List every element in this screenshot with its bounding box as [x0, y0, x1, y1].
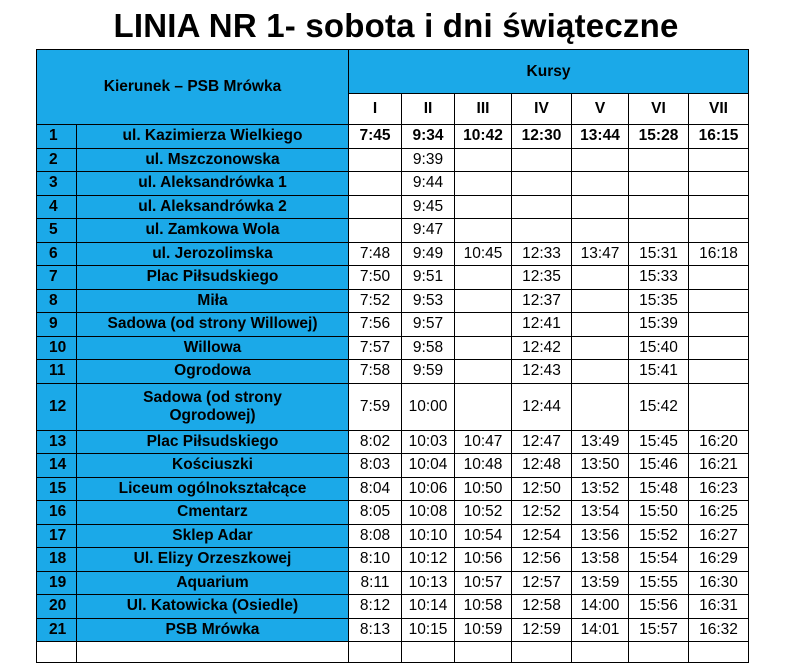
departure-time: 15:28	[629, 125, 689, 149]
stop-name: Sklep Adar	[77, 524, 349, 548]
departure-time: 16:18	[689, 242, 749, 266]
table-row	[37, 595, 749, 619]
departure-time	[455, 360, 512, 384]
departure-time: 10:58	[455, 595, 512, 619]
departure-time: 9:34	[402, 125, 455, 149]
table-row	[37, 548, 749, 572]
direction-header: Kierunek – PSB Mrówka	[37, 50, 349, 125]
stop-name: Aquarium	[77, 571, 349, 595]
departure-time: 15:40	[629, 336, 689, 360]
departure-time: 8:12	[349, 595, 402, 619]
stop-number: 15	[37, 477, 77, 501]
page-title: LINIA NR 1- sobota i dni świąteczne	[113, 7, 679, 44]
stop-number: 13	[37, 430, 77, 454]
table-row	[37, 642, 749, 663]
table-row	[37, 266, 749, 290]
departure-time: 15:35	[629, 289, 689, 313]
departure-time	[455, 289, 512, 313]
departure-time: 10:00	[402, 383, 455, 430]
departure-time: 10:14	[402, 595, 455, 619]
table-row	[37, 336, 749, 360]
departure-time: 10:12	[402, 548, 455, 572]
departure-time	[349, 148, 402, 172]
departure-time: 15:31	[629, 242, 689, 266]
stop-name: Miła	[77, 289, 349, 313]
departure-time	[572, 313, 629, 337]
departure-time: 10:54	[455, 524, 512, 548]
table-row	[37, 430, 749, 454]
departure-time: 13:47	[572, 242, 629, 266]
departure-time: 12:57	[512, 571, 572, 595]
departure-time: 12:42	[512, 336, 572, 360]
table-row	[37, 383, 749, 430]
departure-time	[572, 172, 629, 196]
departure-time	[512, 172, 572, 196]
departure-time: 9:58	[402, 336, 455, 360]
departure-time: 12:35	[512, 266, 572, 290]
departure-time: 14:00	[572, 595, 629, 619]
departure-time: 16:25	[689, 501, 749, 525]
departure-time: 10:48	[455, 454, 512, 478]
stop-number: 11	[37, 360, 77, 384]
table-row	[37, 172, 749, 196]
departure-time	[689, 219, 749, 243]
stop-number: 14	[37, 454, 77, 478]
departure-time	[572, 266, 629, 290]
departure-time	[572, 289, 629, 313]
stop-name: Sadowa (od strony Willowej)	[77, 313, 349, 337]
departure-time: 8:05	[349, 501, 402, 525]
departure-time: 7:59	[349, 383, 402, 430]
departure-time: 10:03	[402, 430, 455, 454]
stop-name: ul. Zamkowa Wola	[77, 219, 349, 243]
departure-time: 9:47	[402, 219, 455, 243]
departure-time: 9:45	[402, 195, 455, 219]
departure-time: 15:41	[629, 360, 689, 384]
course-header: II	[402, 94, 455, 125]
table-row	[37, 360, 749, 384]
table-row	[37, 477, 749, 501]
departure-time: 8:02	[349, 430, 402, 454]
departure-time	[455, 313, 512, 337]
departure-time: 8:04	[349, 477, 402, 501]
departure-time	[455, 383, 512, 430]
departure-time: 12:50	[512, 477, 572, 501]
departure-time: 13:54	[572, 501, 629, 525]
departure-time: 12:44	[512, 383, 572, 430]
departure-time: 8:13	[349, 618, 402, 642]
departure-time: 15:54	[629, 548, 689, 572]
table-row	[37, 524, 749, 548]
table-row	[37, 618, 749, 642]
stop-number: 12	[37, 383, 77, 430]
departure-time	[629, 172, 689, 196]
departure-time: 7:48	[349, 242, 402, 266]
departure-time	[512, 148, 572, 172]
stop-number: 16	[37, 501, 77, 525]
departure-time	[689, 383, 749, 430]
departure-time: 15:39	[629, 313, 689, 337]
departure-time	[629, 148, 689, 172]
departure-time: 8:08	[349, 524, 402, 548]
departure-time: 10:15	[402, 618, 455, 642]
departure-time: 15:56	[629, 595, 689, 619]
stop-name: Liceum ogólnokształcące	[77, 477, 349, 501]
departure-time: 16:31	[689, 595, 749, 619]
departure-time: 9:51	[402, 266, 455, 290]
departure-time: 12:58	[512, 595, 572, 619]
stop-number: 8	[37, 289, 77, 313]
course-header: VII	[689, 94, 749, 125]
stop-number: 7	[37, 266, 77, 290]
departure-time: 10:57	[455, 571, 512, 595]
stop-number: 3	[37, 172, 77, 196]
departure-time: 16:27	[689, 524, 749, 548]
departure-time: 16:30	[689, 571, 749, 595]
departure-time: 9:49	[402, 242, 455, 266]
departure-time: 13:56	[572, 524, 629, 548]
table-row	[37, 195, 749, 219]
departure-time: 9:53	[402, 289, 455, 313]
departure-time: 10:42	[455, 125, 512, 149]
departure-time: 10:04	[402, 454, 455, 478]
departure-time	[455, 266, 512, 290]
departure-time: 10:45	[455, 242, 512, 266]
stop-name: ul. Aleksandrówka 1	[77, 172, 349, 196]
departure-time: 13:58	[572, 548, 629, 572]
departure-time: 15:55	[629, 571, 689, 595]
departure-time: 15:57	[629, 618, 689, 642]
departure-time	[689, 172, 749, 196]
departure-time: 16:21	[689, 454, 749, 478]
table-row	[37, 125, 749, 149]
departure-time: 7:50	[349, 266, 402, 290]
stop-number: 19	[37, 571, 77, 595]
departure-time: 10:47	[455, 430, 512, 454]
departure-time	[572, 219, 629, 243]
departure-time: 15:46	[629, 454, 689, 478]
departure-time	[629, 219, 689, 243]
stop-name: Cmentarz	[77, 501, 349, 525]
departure-time	[512, 219, 572, 243]
course-header: III	[455, 94, 512, 125]
departure-time	[689, 360, 749, 384]
departure-time: 12:54	[512, 524, 572, 548]
departure-time	[629, 195, 689, 219]
stop-name: ul. Jerozolimska	[77, 242, 349, 266]
course-header: VI	[629, 94, 689, 125]
departure-time: 12:52	[512, 501, 572, 525]
departure-time: 9:39	[402, 148, 455, 172]
stop-name: PSB Mrówka	[77, 618, 349, 642]
departure-time	[455, 172, 512, 196]
empty-cell	[572, 642, 629, 663]
stop-number: 5	[37, 219, 77, 243]
table-row	[37, 289, 749, 313]
empty-cell	[402, 642, 455, 663]
stop-number: 9	[37, 313, 77, 337]
departure-time	[689, 195, 749, 219]
stop-number: 10	[37, 336, 77, 360]
departure-time: 12:48	[512, 454, 572, 478]
stop-number: 1	[37, 125, 77, 149]
table-row	[37, 501, 749, 525]
departure-time	[572, 336, 629, 360]
departure-time	[572, 148, 629, 172]
departure-time: 9:44	[402, 172, 455, 196]
departure-time: 10:59	[455, 618, 512, 642]
empty-cell	[689, 642, 749, 663]
stop-number: 20	[37, 595, 77, 619]
stop-number: 18	[37, 548, 77, 572]
departure-time	[689, 266, 749, 290]
departure-time: 13:49	[572, 430, 629, 454]
stop-name: Ul. Katowicka (Osiedle)	[77, 595, 349, 619]
departure-time: 15:42	[629, 383, 689, 430]
departure-time: 7:58	[349, 360, 402, 384]
stop-name: ul. Mszczonowska	[77, 148, 349, 172]
empty-cell	[455, 642, 512, 663]
stop-name: Willowa	[77, 336, 349, 360]
empty-cell	[37, 642, 77, 663]
departure-time: 13:59	[572, 571, 629, 595]
departure-time: 12:47	[512, 430, 572, 454]
course-header: IV	[512, 94, 572, 125]
departure-time: 12:37	[512, 289, 572, 313]
stop-name: Sadowa (od strony Ogrodowej)	[77, 383, 349, 430]
table-row	[37, 219, 749, 243]
departure-time: 9:59	[402, 360, 455, 384]
table-row	[37, 571, 749, 595]
stop-name: Ul. Elizy Orzeszkowej	[77, 548, 349, 572]
departure-time	[689, 336, 749, 360]
departure-time: 10:06	[402, 477, 455, 501]
stop-name: ul. Aleksandrówka 2	[77, 195, 349, 219]
departure-time: 10:13	[402, 571, 455, 595]
table-row	[37, 148, 749, 172]
departure-time: 15:48	[629, 477, 689, 501]
departure-time: 15:33	[629, 266, 689, 290]
departure-time: 7:57	[349, 336, 402, 360]
departure-time	[572, 383, 629, 430]
departure-time: 12:41	[512, 313, 572, 337]
departure-time: 15:50	[629, 501, 689, 525]
departure-time	[349, 195, 402, 219]
departure-time: 16:15	[689, 125, 749, 149]
departure-time: 13:52	[572, 477, 629, 501]
departure-time: 8:10	[349, 548, 402, 572]
departure-time: 10:56	[455, 548, 512, 572]
departure-time	[689, 148, 749, 172]
departure-time: 10:08	[402, 501, 455, 525]
stop-number: 4	[37, 195, 77, 219]
departure-time: 7:56	[349, 313, 402, 337]
departure-time	[455, 148, 512, 172]
departure-time: 7:45	[349, 125, 402, 149]
departure-time: 12:33	[512, 242, 572, 266]
departure-time: 12:59	[512, 618, 572, 642]
departure-time	[455, 195, 512, 219]
departure-time: 10:52	[455, 501, 512, 525]
departure-time: 7:52	[349, 289, 402, 313]
stop-number: 2	[37, 148, 77, 172]
empty-cell	[77, 642, 349, 663]
table-row	[37, 454, 749, 478]
departure-time	[572, 195, 629, 219]
departure-time	[572, 360, 629, 384]
departure-time: 8:03	[349, 454, 402, 478]
departure-time: 12:43	[512, 360, 572, 384]
departure-time	[512, 195, 572, 219]
timetable	[36, 49, 749, 663]
departure-time: 16:29	[689, 548, 749, 572]
stop-name: Kościuszki	[77, 454, 349, 478]
departure-time: 16:23	[689, 477, 749, 501]
course-header: I	[349, 94, 402, 125]
kursy-header: Kursy	[349, 50, 749, 94]
departure-time: 15:52	[629, 524, 689, 548]
stop-number: 17	[37, 524, 77, 548]
course-header: V	[572, 94, 629, 125]
departure-time	[455, 336, 512, 360]
stop-number: 21	[37, 618, 77, 642]
departure-time: 16:32	[689, 618, 749, 642]
departure-time: 10:50	[455, 477, 512, 501]
departure-time	[689, 289, 749, 313]
empty-cell	[629, 642, 689, 663]
departure-time: 8:11	[349, 571, 402, 595]
stop-name: Plac Piłsudskiego	[77, 430, 349, 454]
departure-time	[689, 313, 749, 337]
departure-time: 9:57	[402, 313, 455, 337]
stop-number: 6	[37, 242, 77, 266]
departure-time: 10:10	[402, 524, 455, 548]
departure-time: 14:01	[572, 618, 629, 642]
departure-time: 15:45	[629, 430, 689, 454]
departure-time	[455, 219, 512, 243]
departure-time: 13:44	[572, 125, 629, 149]
empty-cell	[349, 642, 402, 663]
stop-name: ul. Kazimierza Wielkiego	[77, 125, 349, 149]
table-row	[37, 313, 749, 337]
departure-time	[349, 172, 402, 196]
stop-name: Ogrodowa	[77, 360, 349, 384]
departure-time: 12:30	[512, 125, 572, 149]
empty-cell	[512, 642, 572, 663]
stop-name: Plac Piłsudskiego	[77, 266, 349, 290]
departure-time: 12:56	[512, 548, 572, 572]
departure-time: 13:50	[572, 454, 629, 478]
departure-time: 16:20	[689, 430, 749, 454]
departure-time	[349, 219, 402, 243]
table-row	[37, 242, 749, 266]
